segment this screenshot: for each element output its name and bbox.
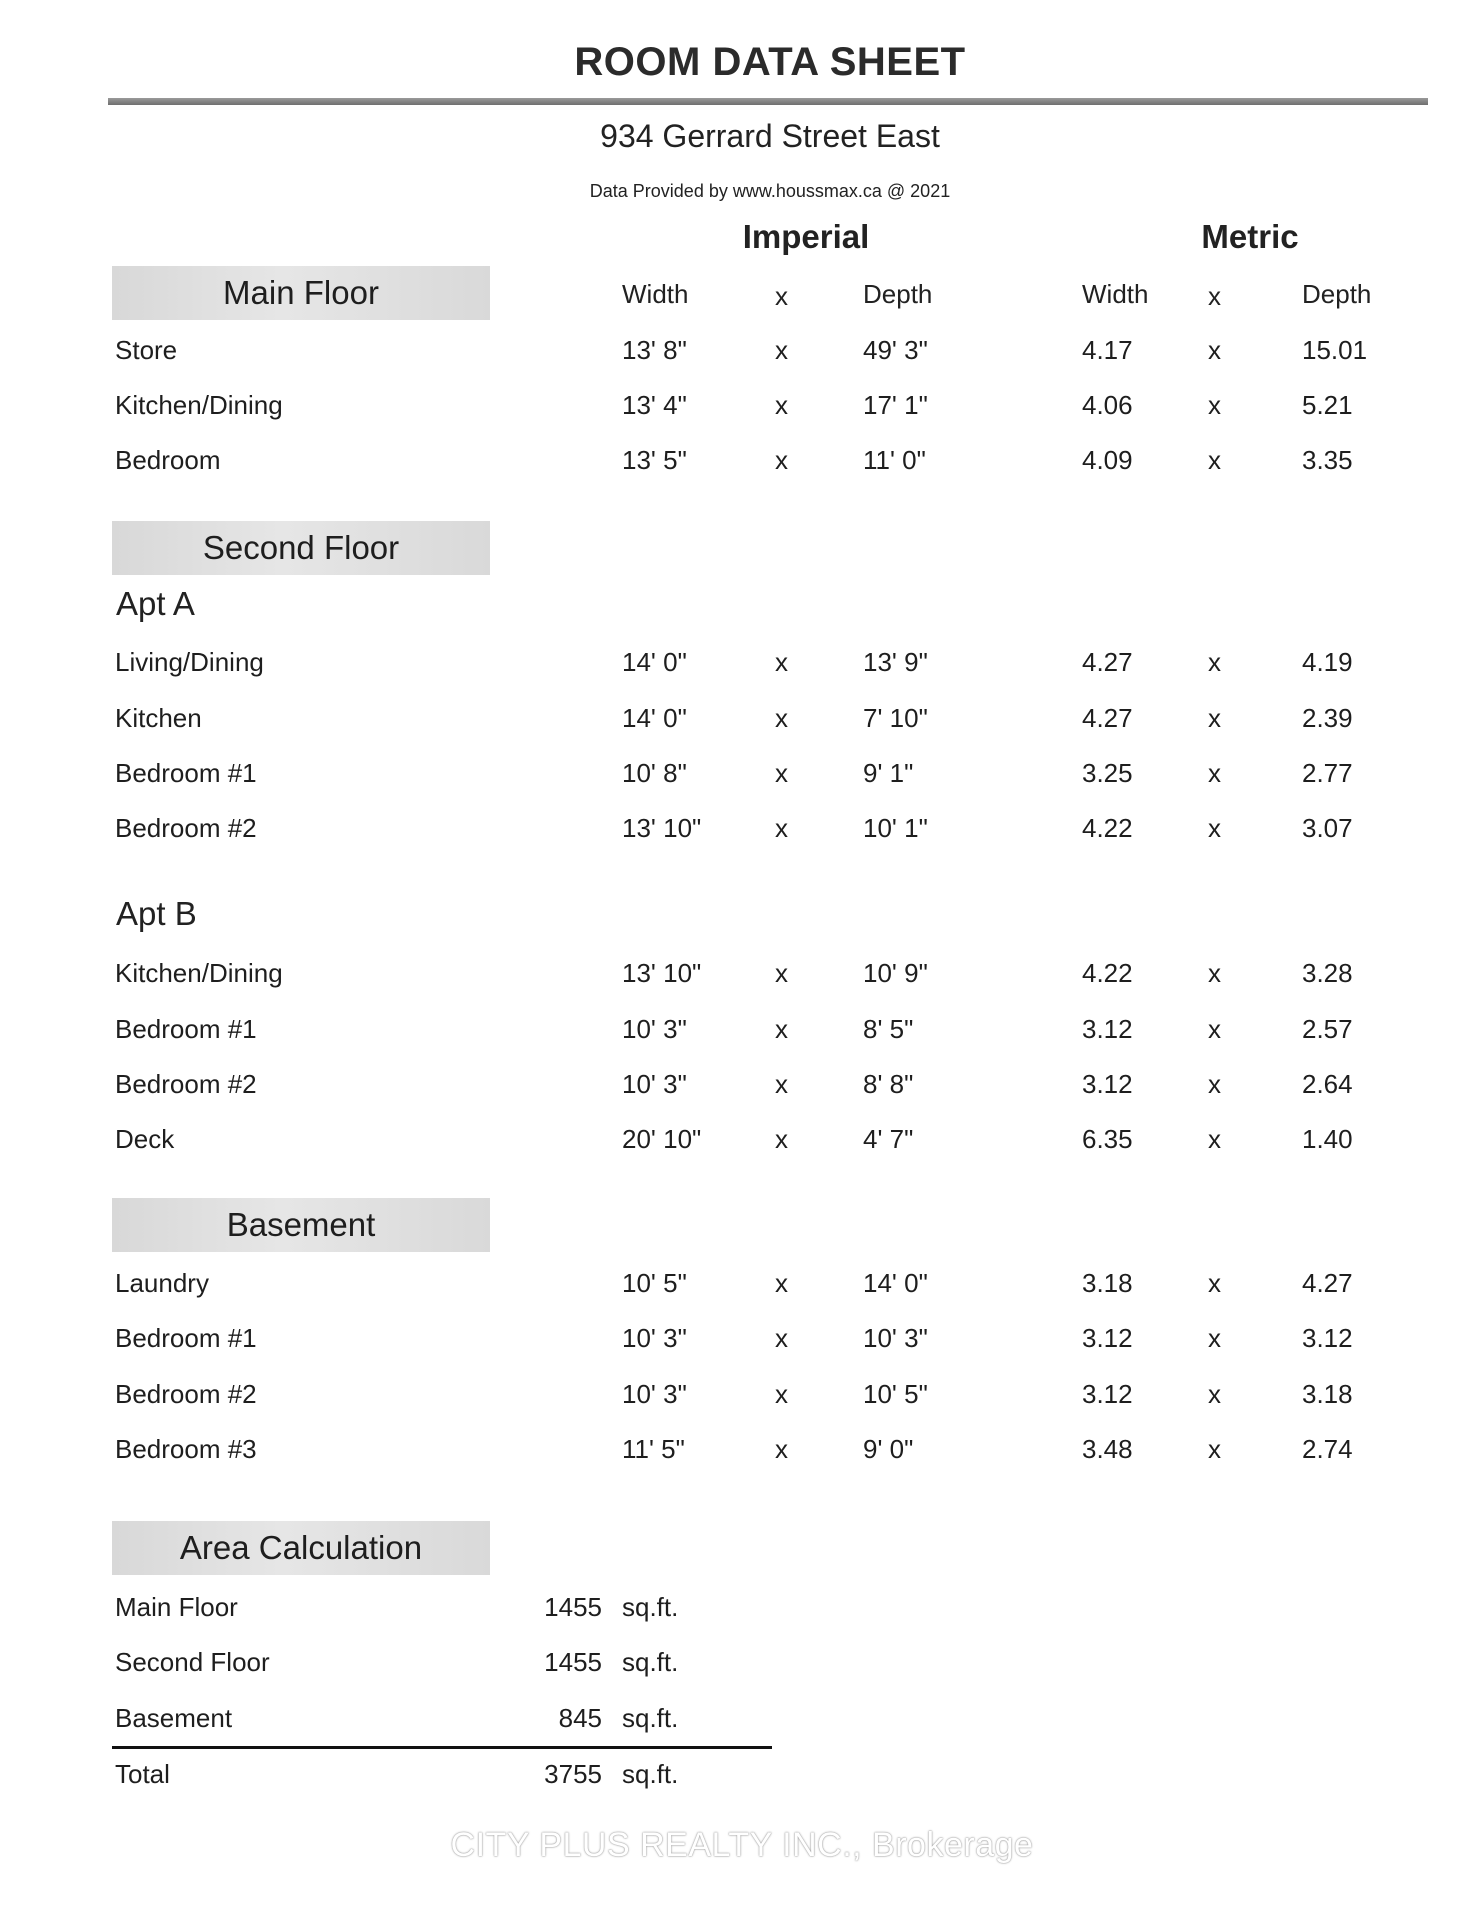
total-unit: sq.ft. (622, 1759, 679, 1789)
area-name: Basement (115, 1703, 233, 1733)
table-row (0, 703, 1484, 743)
title-divider (108, 98, 1428, 105)
table-row (0, 958, 1484, 998)
times-sign: x (1208, 958, 1221, 988)
metric-width: 3.12 (1082, 1379, 1133, 1409)
times-sign: x (775, 758, 788, 788)
imperial-width: 10' 3" (622, 1379, 687, 1409)
imperial-width-header: Width (622, 279, 689, 309)
metric-depth: 3.18 (1302, 1379, 1353, 1409)
room-name: Kitchen/Dining (115, 958, 283, 988)
room-name: Laundry (115, 1268, 209, 1298)
imperial-width: 13' 10" (622, 813, 702, 843)
metric-depth: 3.28 (1302, 958, 1353, 988)
times-sign: x (775, 1014, 788, 1044)
imperial-width: 10' 8" (622, 758, 687, 788)
data-credit: Data Provided by www.houssmax.ca @ 2021 (589, 181, 951, 201)
imperial-depth: 9' 0" (863, 1434, 914, 1464)
imperial-depth: 11' 0" (863, 445, 926, 475)
imperial-depth: 14' 0" (863, 1268, 928, 1298)
times-sign: x (1208, 1379, 1221, 1409)
table-row (0, 1014, 1484, 1054)
table-row (0, 335, 1484, 375)
area-unit: sq.ft. (622, 1592, 679, 1622)
imperial-width: 13' 8" (622, 335, 687, 365)
metric-depth-header: Depth (1302, 279, 1372, 309)
area-value: 845 (558, 1703, 602, 1733)
room-name: Bedroom #2 (115, 1379, 257, 1409)
imperial-depth: 10' 5" (863, 1379, 928, 1409)
metric-width: 4.22 (1082, 813, 1133, 843)
table-row (0, 758, 1484, 798)
imperial-width: 10' 3" (622, 1323, 687, 1353)
times-sign: x (1208, 445, 1221, 475)
times-sign: x (1208, 1434, 1221, 1464)
times-sign: x (775, 1124, 788, 1154)
times-sign: x (775, 958, 788, 988)
metric-width: 4.09 (1082, 445, 1133, 475)
table-row (0, 813, 1484, 853)
times-sign: x (1208, 335, 1221, 365)
metric-depth: 2.64 (1302, 1069, 1353, 1099)
metric-depth: 3.35 (1302, 445, 1353, 475)
imperial-width: 14' 0" (622, 703, 687, 733)
metric-width: 4.17 (1082, 335, 1133, 365)
imperial-x-header: x (775, 281, 788, 311)
total-divider (112, 1746, 772, 1749)
times-sign: x (775, 1323, 788, 1353)
imperial-width: 10' 5" (622, 1268, 687, 1298)
room-name: Living/Dining (115, 647, 264, 677)
table-row (0, 647, 1484, 687)
imperial-width: 20' 10" (622, 1124, 702, 1154)
total-value: 3755 (544, 1759, 602, 1789)
metric-width: 6.35 (1082, 1124, 1133, 1154)
times-sign: x (1208, 647, 1221, 677)
page-title: ROOM DATA SHEET (574, 40, 966, 84)
table-row (0, 1268, 1484, 1308)
times-sign: x (775, 813, 788, 843)
times-sign: x (775, 335, 788, 365)
metric-depth: 3.07 (1302, 813, 1353, 843)
room-name: Bedroom #2 (115, 813, 257, 843)
room-name: Bedroom #1 (115, 1323, 257, 1353)
room-name: Deck (115, 1124, 175, 1154)
imperial-heading: Imperial (742, 218, 870, 255)
total-label: Total (115, 1759, 170, 1789)
imperial-depth: 49' 3" (863, 335, 928, 365)
times-sign: x (775, 390, 788, 420)
table-row (0, 1434, 1484, 1474)
imperial-depth: 17' 1" (863, 390, 928, 420)
times-sign: x (1208, 1014, 1221, 1044)
metric-depth: 3.12 (1302, 1323, 1353, 1353)
metric-width: 4.27 (1082, 647, 1133, 677)
times-sign: x (775, 647, 788, 677)
imperial-depth: 10' 3" (863, 1323, 928, 1353)
room-name: Bedroom #2 (115, 1069, 257, 1099)
metric-width: 3.12 (1082, 1323, 1133, 1353)
area-row (0, 1592, 1484, 1632)
metric-width: 4.22 (1082, 958, 1133, 988)
imperial-depth: 13' 9" (863, 647, 928, 677)
metric-depth: 15.01 (1302, 335, 1368, 365)
imperial-depth: 8' 5" (863, 1014, 914, 1044)
basement-title: Basement (226, 1206, 376, 1243)
metric-width: 4.27 (1082, 703, 1133, 733)
times-sign: x (775, 445, 788, 475)
times-sign: x (1208, 390, 1221, 420)
area-name: Second Floor (115, 1647, 270, 1677)
imperial-depth: 8' 8" (863, 1069, 914, 1099)
metric-x-header: x (1208, 281, 1221, 311)
times-sign: x (1208, 813, 1221, 843)
metric-depth: 1.40 (1302, 1124, 1353, 1154)
metric-depth: 2.39 (1302, 703, 1353, 733)
times-sign: x (1208, 1069, 1221, 1099)
imperial-depth-header: Depth (863, 279, 933, 309)
metric-width: 4.06 (1082, 390, 1133, 420)
room-name: Bedroom (115, 445, 221, 475)
imperial-width: 14' 0" (622, 647, 687, 677)
times-sign: x (1208, 1124, 1221, 1154)
brokerage-watermark: CITY PLUS REALTY INC., Brokerage (450, 1826, 1034, 1864)
imperial-width: 13' 4" (622, 390, 687, 420)
table-row (0, 1379, 1484, 1419)
imperial-depth: 4' 7" (863, 1124, 914, 1154)
second-floor-title: Second Floor (202, 529, 400, 566)
area-total-row (0, 1759, 1484, 1799)
area-calculation-title: Area Calculation (179, 1529, 423, 1566)
room-name: Bedroom #3 (115, 1434, 257, 1464)
area-unit: sq.ft. (622, 1703, 679, 1733)
table-row (0, 390, 1484, 430)
property-address: 934 Gerrard Street East (600, 118, 940, 154)
metric-width-header: Width (1082, 279, 1149, 309)
metric-width: 3.48 (1082, 1434, 1133, 1464)
table-row (0, 1124, 1484, 1164)
metric-depth: 5.21 (1302, 390, 1353, 420)
imperial-depth: 7' 10" (863, 703, 928, 733)
times-sign: x (775, 1434, 788, 1464)
main-floor-title: Main Floor (223, 274, 379, 311)
metric-width: 3.18 (1082, 1268, 1133, 1298)
imperial-depth: 9' 1" (863, 758, 914, 788)
imperial-depth: 10' 1" (863, 813, 928, 843)
room-name: Bedroom #1 (115, 758, 257, 788)
table-row (0, 445, 1484, 485)
times-sign: x (775, 1379, 788, 1409)
area-row (0, 1703, 1484, 1743)
imperial-width: 11' 5" (622, 1434, 685, 1464)
apt-a-title: Apt A (116, 585, 195, 622)
area-value: 1455 (544, 1592, 602, 1622)
area-row (0, 1647, 1484, 1687)
imperial-width: 13' 10" (622, 958, 702, 988)
metric-depth: 2.74 (1302, 1434, 1353, 1464)
room-name: Kitchen/Dining (115, 390, 283, 420)
times-sign: x (775, 1069, 788, 1099)
apt-b-title: Apt B (116, 895, 197, 932)
imperial-depth: 10' 9" (863, 958, 928, 988)
metric-depth: 4.19 (1302, 647, 1353, 677)
times-sign: x (1208, 703, 1221, 733)
room-name: Kitchen (115, 703, 202, 733)
metric-depth: 2.57 (1302, 1014, 1353, 1044)
room-name: Store (115, 335, 178, 365)
area-name: Main Floor (115, 1592, 238, 1622)
times-sign: x (775, 1268, 788, 1298)
table-row (0, 1069, 1484, 1109)
times-sign: x (1208, 1268, 1221, 1298)
area-value: 1455 (544, 1647, 602, 1677)
table-row (0, 1323, 1484, 1363)
imperial-width: 10' 3" (622, 1014, 687, 1044)
metric-width: 3.12 (1082, 1069, 1133, 1099)
times-sign: x (775, 703, 788, 733)
metric-width: 3.12 (1082, 1014, 1133, 1044)
metric-heading: Metric (1201, 218, 1299, 255)
imperial-width: 10' 3" (622, 1069, 687, 1099)
metric-depth: 2.77 (1302, 758, 1353, 788)
room-name: Bedroom #1 (115, 1014, 257, 1044)
times-sign: x (1208, 1323, 1221, 1353)
area-unit: sq.ft. (622, 1647, 679, 1677)
imperial-width: 13' 5" (622, 445, 687, 475)
metric-depth: 4.27 (1302, 1268, 1353, 1298)
times-sign: x (1208, 758, 1221, 788)
metric-width: 3.25 (1082, 758, 1133, 788)
